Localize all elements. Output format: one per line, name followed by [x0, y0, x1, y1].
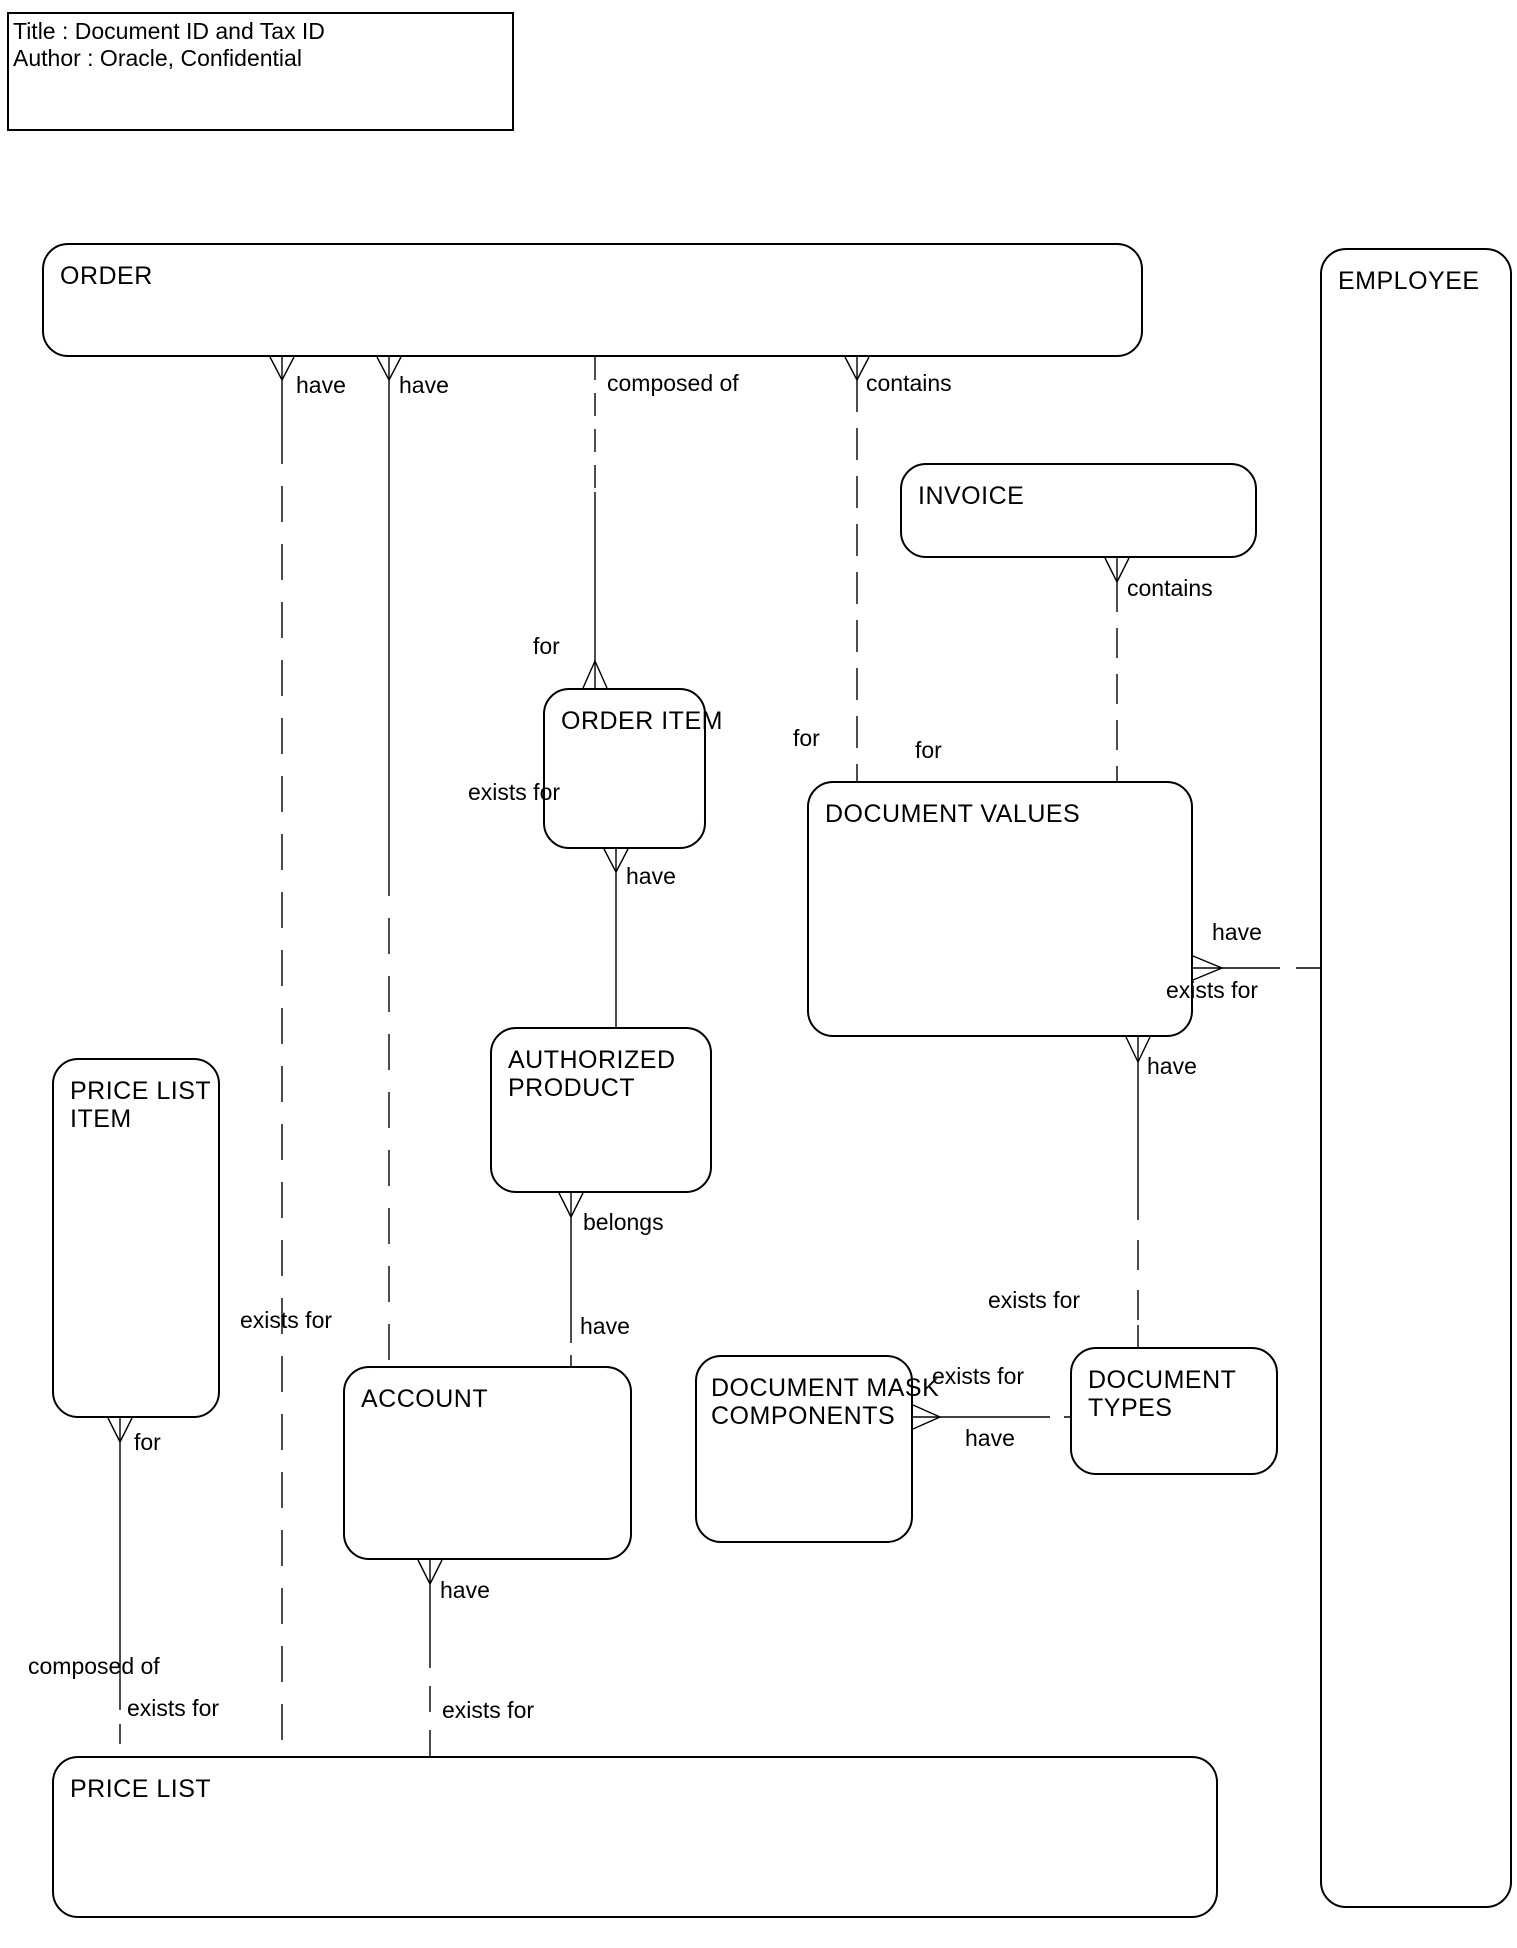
- diagram-title: Title : Document ID and Tax ID: [13, 18, 325, 44]
- label-pricelist-order-exists-for: exists for: [240, 1307, 333, 1333]
- entity-authorized-product-label-line1: AUTHORIZED: [508, 1046, 676, 1074]
- label-authprod-account-belongs: belongs: [583, 1209, 664, 1235]
- entity-document-mask-components-label-line1: DOCUMENT MASK: [711, 1374, 940, 1402]
- entity-invoice[interactable]: [900, 463, 1257, 558]
- line-authprod-account: [559, 1193, 583, 1366]
- entity-price-list-item[interactable]: [52, 1058, 220, 1418]
- entity-price-list[interactable]: [52, 1756, 1218, 1918]
- entity-document-mask-components[interactable]: [695, 1355, 940, 1543]
- entity-document-types-label-line2: TYPES: [1088, 1394, 1173, 1422]
- label-pricelist-composed-of: composed of: [28, 1653, 160, 1679]
- entity-invoice-label: INVOICE: [918, 482, 1025, 510]
- entity-account-label: ACCOUNT: [361, 1385, 489, 1413]
- line-invoice-docvalues: [1105, 558, 1129, 781]
- entity-order-label: ORDER: [60, 262, 153, 290]
- entity-price-list-item-label-line1: PRICE LIST: [70, 1077, 212, 1105]
- entity-employee-label: EMPLOYEE: [1338, 267, 1480, 295]
- label-doctypes-dmc-exists-for: exists for: [932, 1363, 1025, 1389]
- label-order-pricelist-have: have: [296, 372, 346, 398]
- line-account-pricelist: [418, 1560, 442, 1756]
- entity-price-list-label: PRICE LIST: [70, 1775, 212, 1803]
- diagram-author: Author : Oracle, Confidential: [13, 45, 302, 71]
- label-docvalues-order-for: for: [793, 725, 820, 751]
- line-order-docvalues: [845, 357, 869, 781]
- label-order-orderitem-composed-of: composed of: [607, 370, 739, 396]
- label-doctypes-docvalues-exists-for: exists for: [988, 1287, 1081, 1313]
- entity-employee[interactable]: [1320, 248, 1512, 1908]
- entity-document-mask-components-label-line2: COMPONENTS: [711, 1402, 896, 1430]
- line-orderitem-authprod: [604, 849, 628, 1027]
- diagram-title-block: [7, 12, 514, 131]
- entity-authorized-product-label-line2: PRODUCT: [508, 1074, 636, 1102]
- label-pricelist-pricelistitem-exists-for: exists for: [127, 1695, 220, 1721]
- label-orderitem-order-for: for: [533, 633, 560, 659]
- label-pricelistitem-pricelist-for: for: [134, 1429, 161, 1455]
- label-docvalues-invoice-for: for: [915, 737, 942, 763]
- entity-document-types[interactable]: [1070, 1347, 1278, 1475]
- label-invoice-docvalues-contains: contains: [1127, 575, 1213, 601]
- entity-authorized-product[interactable]: [490, 1027, 712, 1193]
- entity-document-values[interactable]: [807, 781, 1193, 1037]
- label-dmc-doctypes-have: have: [965, 1425, 1015, 1451]
- label-docvalues-doctypes-have: have: [1147, 1053, 1197, 1079]
- entity-order[interactable]: [42, 243, 1143, 357]
- entity-price-list-item-label-line2: ITEM: [70, 1105, 132, 1133]
- line-order-pricelist: [270, 357, 294, 1756]
- line-docvalues-doctypes: [1126, 1037, 1150, 1347]
- label-account-authprod-have: have: [580, 1313, 630, 1339]
- entity-document-values-label: DOCUMENT VALUES: [825, 800, 1081, 828]
- label-order-account-have: have: [399, 372, 449, 398]
- label-order-docvalues-contains: contains: [866, 370, 952, 396]
- label-authprod-orderitem-exists-for: exists for: [468, 779, 561, 805]
- entity-order-item-label: ORDER ITEM: [561, 707, 723, 735]
- label-account-pricelist-have: have: [440, 1577, 490, 1603]
- label-employee-docvalues-exists-for: exists for: [1166, 977, 1259, 1003]
- entity-account[interactable]: [343, 1366, 632, 1560]
- label-orderitem-authprod-have: have: [626, 863, 676, 889]
- entity-order-item[interactable]: [543, 688, 723, 849]
- entity-document-types-label-line1: DOCUMENT: [1088, 1366, 1237, 1394]
- label-pricelist-account-exists-for: exists for: [442, 1697, 535, 1723]
- label-docvalues-employee-have: have: [1212, 919, 1262, 945]
- line-order-account: [377, 357, 401, 1366]
- line-order-orderitem: [583, 357, 607, 688]
